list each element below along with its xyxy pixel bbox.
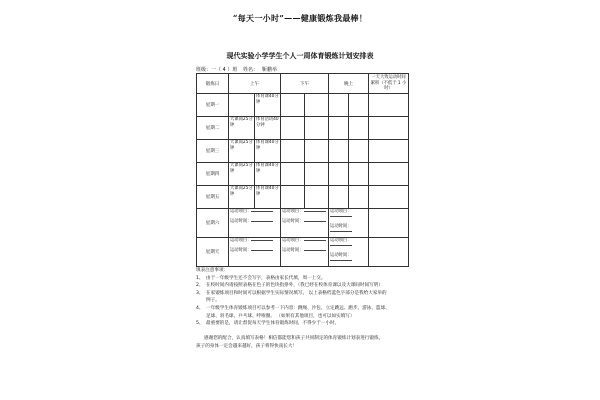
total-time-cell — [369, 238, 409, 267]
afternoon-project-label — [282, 209, 327, 214]
day-cell: 星期五 — [197, 186, 229, 209]
total-time-cell — [369, 140, 409, 163]
note-item — [196, 290, 426, 298]
notes-section — [196, 267, 426, 328]
afternoon-time-label — [282, 248, 327, 253]
afternoon-slot-2 — [305, 117, 329, 140]
afternoon-slot-1 — [281, 94, 305, 117]
afternoon-slot-2 — [305, 186, 329, 209]
morning-slot-1: 大课间25分钟 — [229, 140, 255, 163]
evening-slot-2 — [349, 186, 369, 209]
note-continuation: 例子。 — [206, 298, 220, 304]
evening-slot-2 — [349, 163, 369, 186]
total-time-cell — [369, 209, 409, 238]
table-row — [197, 238, 409, 267]
day-cell: 星期四 — [197, 163, 229, 186]
time-blank[interactable] — [304, 250, 326, 251]
slogan: “每天一小时”——健康锻炼我最棒！ — [232, 13, 368, 23]
project-label-text: 运动项目： — [282, 238, 304, 243]
note-number: 3、 — [196, 290, 204, 296]
morning-slot-1: 大课间25分钟 — [229, 117, 255, 140]
note-continuation: 足球、羽毛球、乒乓球、呼啦圈。 （如果有其他项目，也可以如实填写） — [206, 313, 355, 319]
morning-slot-1: 大课间25分钟 — [229, 163, 255, 186]
exercise-plan-table — [196, 73, 409, 267]
afternoon-slot-1 — [281, 140, 305, 163]
afternoon-weekend-cell — [281, 238, 329, 267]
time-label-text: 运动时间： — [230, 248, 252, 253]
day-cell: 星期二 — [197, 117, 229, 140]
morning-time-label — [230, 219, 279, 224]
note-number: 1、 — [196, 275, 204, 281]
afternoon-time-label — [282, 219, 327, 224]
note-text: 在家锻炼项目和时间可以根据学生实际情况填写。 以上表格档蓝色字部分是我给大家举的 — [206, 290, 387, 296]
day-cell: 星期天 — [197, 238, 229, 267]
project-blank[interactable] — [304, 211, 326, 212]
thanks-paragraph-2: 孩子的身体一定会越来越好，孩子将得快南长大！ — [196, 344, 298, 349]
class-info — [196, 66, 281, 73]
afternoon-slot-2 — [305, 94, 329, 117]
table-row — [197, 163, 409, 186]
table-header-row — [197, 74, 409, 94]
time-label-text: 运动时间： — [330, 224, 352, 229]
project-blank[interactable] — [330, 245, 352, 246]
project-blank[interactable] — [251, 211, 273, 212]
morning-weekend-cell — [229, 209, 281, 238]
evening-weekend-cell — [329, 238, 369, 267]
note-number: 4、 — [196, 305, 204, 311]
time-blank[interactable] — [251, 250, 273, 251]
morning-weekend-cell — [229, 238, 281, 267]
project-blank[interactable] — [330, 216, 352, 217]
note-item — [196, 320, 426, 328]
evening-slot-1 — [329, 186, 349, 209]
header-evening: 晚上 — [329, 74, 369, 94]
time-blank[interactable] — [251, 221, 273, 222]
evening-time-label — [330, 224, 367, 234]
morning-slot-1 — [229, 94, 255, 117]
project-blank[interactable] — [251, 240, 273, 241]
afternoon-slot-2 — [305, 140, 329, 163]
table-row — [197, 140, 409, 163]
morning-project-label — [230, 209, 279, 214]
morning-slot-2: 体育课40分钟 — [255, 140, 281, 163]
note-text: 在校时间内请按照表格在色子的色块指挣外，（我已经在校体育课以及大课间时间写明） — [206, 283, 383, 289]
notes-heading: 填表注意事项： — [196, 268, 229, 273]
total-time-cell — [369, 163, 409, 186]
afternoon-slot-1 — [281, 163, 305, 186]
project-label-text: 运动项目： — [330, 238, 352, 243]
day-cell: 星期一 — [197, 94, 229, 117]
time-blank[interactable] — [304, 221, 326, 222]
table-row — [197, 186, 409, 209]
time-label-text: 运动时间： — [282, 248, 304, 253]
morning-slot-2: 体育课40分钟 — [255, 94, 281, 117]
header-total: 一天大致运动时间累积（不低于 1 小时） — [369, 74, 409, 94]
evening-slot-1 — [329, 140, 349, 163]
time-blank[interactable] — [330, 260, 352, 261]
evening-slot-2 — [349, 117, 369, 140]
table-row — [197, 94, 409, 117]
afternoon-slot-1 — [281, 186, 305, 209]
note-text: 最重要的是，请让督促每天学生体育锻炼时间，不得少于一小时。 — [206, 321, 340, 327]
total-time-cell — [369, 117, 409, 140]
thanks-section — [196, 335, 426, 351]
evening-slot-1 — [329, 117, 349, 140]
time-label-text: 运动时间： — [330, 253, 352, 258]
afternoon-project-label — [282, 238, 327, 243]
morning-slot-1: 大课间25分钟 — [229, 186, 255, 209]
table-row — [197, 209, 409, 238]
student-name: 靳鹏举 — [261, 67, 277, 73]
header-morning: 上午 — [229, 74, 281, 94]
note-text: 由于一年级学生还不会写字，表格由家长代填，周一上交。 — [206, 275, 326, 281]
note-number: 2、 — [196, 283, 204, 289]
total-time-cell — [369, 94, 409, 117]
time-label-text: 运动时间： — [230, 219, 252, 224]
time-blank[interactable] — [330, 231, 352, 232]
project-label-text: 运动项目： — [230, 238, 252, 243]
morning-time-label — [230, 248, 279, 253]
evening-time-label — [330, 253, 367, 263]
evening-project-label — [330, 238, 367, 248]
day-cell: 星期六 — [197, 209, 229, 238]
note-number: 5、 — [196, 321, 204, 327]
name-label: 姓名： — [242, 67, 258, 73]
table-row — [197, 117, 409, 140]
afternoon-slot-2 — [305, 163, 329, 186]
total-time-cell — [369, 186, 409, 209]
evening-slot-2 — [349, 94, 369, 117]
morning-slot-2: 体育课40分钟 — [255, 163, 281, 186]
day-cell: 星期三 — [197, 140, 229, 163]
class-label: 班级：一（ 4 ）班 — [196, 67, 238, 73]
note-item — [196, 282, 426, 290]
project-label-text: 运动项目： — [330, 209, 352, 214]
morning-slot-2: 体育课40分钟 — [255, 186, 281, 209]
project-label-text: 运动项目： — [282, 209, 304, 214]
project-blank[interactable] — [304, 240, 326, 241]
evening-weekend-cell — [329, 209, 369, 238]
time-label-text: 运动时间： — [282, 219, 304, 224]
header-afternoon: 下午 — [281, 74, 329, 94]
evening-project-label — [330, 209, 367, 219]
project-label-text: 运动项目： — [230, 209, 252, 214]
morning-project-label — [230, 238, 279, 243]
note-item — [196, 305, 426, 313]
evening-slot-1 — [329, 163, 349, 186]
afternoon-slot-1 — [281, 117, 305, 140]
morning-slot-2: 体育活动40分钟 — [255, 117, 281, 140]
note-text: 一年级学生体育锻炼项目可以参考一下内容：跳绳、沙包、立定跳远、跑步、游泳、篮球、 — [206, 305, 390, 311]
page-title: 现代实验小学学生个人一周体育锻炼计划安排表 — [226, 51, 374, 60]
afternoon-weekend-cell — [281, 209, 329, 238]
thanks-paragraph-1: 感谢您的配合，认真填写表格！相信都能您和孩子共同制定的体育锻炼计划表进行锻炼， — [204, 336, 384, 341]
evening-slot-1 — [329, 94, 349, 117]
header-time: 锻炼日 — [197, 74, 229, 94]
note-item — [196, 275, 426, 283]
evening-slot-2 — [349, 140, 369, 163]
